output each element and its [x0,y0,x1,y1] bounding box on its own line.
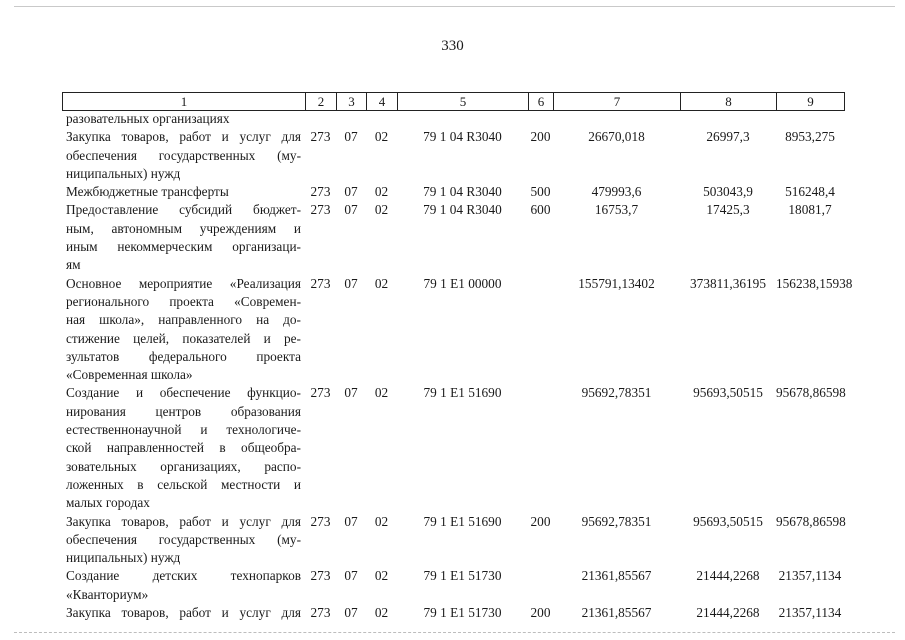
row-code-expense-type: 200 [530,513,551,529]
page-frame-top [14,6,895,7]
row-amount-year3: 95678,86598 [776,385,846,401]
row-code-admin: 273 [310,202,331,218]
row-code-expense-type [528,384,553,512]
row-code-subsection: 02 [374,184,389,200]
row-description: Закупка товаров, работ и услуг для обеспечения государственных (му- ниципальных) нужд [66,129,301,181]
row-code-admin: 273 [310,605,331,621]
table-row [62,183,844,201]
row-code-admin: 273 [310,568,331,584]
row-amount-year1: 21361,85567 [581,605,652,621]
row-code-admin: 273 [310,513,331,529]
row-code-expense-type [528,110,553,128]
column-header-row [62,92,845,111]
column-header: 8 [681,93,777,111]
row-amount-year2: 21444,2268 [696,568,760,584]
row-amount-year1: 26670,018 [588,129,645,145]
row-code-target: 79 1 E1 51730 [423,568,502,584]
page-frame-bottom [14,632,895,633]
row-code-admin: 273 [310,385,331,401]
column-header: 6 [529,93,554,111]
row-amount-year3: 21357,1134 [778,605,842,621]
row-code-expense-type: 200 [530,605,551,621]
column-header: 7 [554,93,681,111]
page-number: 330 [441,38,464,54]
row-code-expense-type [528,275,553,385]
row-code-subsection: 02 [374,385,389,401]
row-code-section [336,110,366,128]
row-amount-year1: 95692,78351 [581,513,652,529]
row-description: разовательных организациях [66,111,230,126]
row-code-expense-type: 600 [530,202,551,218]
column-header: 9 [777,93,845,111]
table-row [62,604,844,622]
row-code-target: 79 1 04 R3040 [423,202,502,218]
row-code-section: 07 [344,184,358,200]
row-amount-year3 [776,110,844,128]
table-row [62,384,844,512]
row-amount-year1: 16753,7 [594,202,639,218]
column-header: 1 [63,93,306,111]
row-amount-year1: 95692,78351 [581,385,652,401]
row-code-section: 07 [344,129,358,145]
column-header: 3 [337,93,367,111]
row-description: Создание детских технопарков «Кванториум» [66,568,301,602]
row-code-expense-type: 200 [530,129,551,145]
row-code-subsection: 02 [374,129,389,145]
table-row [62,110,844,128]
row-amount-year1: 155791,13402 [578,275,655,291]
row-amount-year2: 17425,3 [706,202,750,218]
row-code-section: 07 [344,513,358,529]
column-header: 4 [367,93,398,111]
row-description: Межбюджетные трансферты [66,184,229,200]
row-code-subsection: 02 [374,202,389,218]
row-amount-year2: 21444,2268 [696,605,760,621]
row-code-target: 79 1 04 R3040 [423,129,502,145]
row-code-target: 79 1 E1 00000 [423,275,502,291]
row-code-subsection: 02 [374,605,389,621]
row-code-target: 79 1 E1 51730 [423,605,502,621]
row-amount-year1: 479993,6 [591,184,642,200]
row-amount-year1 [553,110,680,128]
row-code-target [397,110,528,128]
table-row [62,275,844,385]
row-description: Закупка товаров, работ и услуг для обеспечения государственных (му- ниципальных) нужд [66,513,301,566]
table-row [62,128,844,183]
row-code-expense-type [528,567,553,604]
row-code-admin: 273 [310,184,331,200]
row-description: Закупка товаров, работ и услуг для [66,605,301,621]
row-amount-year3: 8953,275 [785,129,835,145]
row-code-admin: 273 [310,275,331,291]
row-code-section: 07 [344,385,358,401]
row-code-admin [305,110,336,128]
row-amount-year3: 21357,1134 [778,568,842,584]
row-amount-year2: 373811,36195 [690,275,766,291]
row-code-section: 07 [344,605,358,621]
budget-table [62,110,853,622]
row-description: Основное мероприятие «Реализация регионального проекта «Современ- ная школа», направленного на до- стижение целей, показателей и ре- зультатов федерального проекта «Современная школа» [66,275,301,383]
row-amount-year1: 21361,85567 [581,568,652,584]
table-row [62,513,844,568]
row-code-subsection: 02 [374,568,389,584]
row-code-admin: 273 [310,129,331,145]
row-amount-year3: 18081,7 [788,202,832,218]
table-row [62,201,844,274]
column-header: 2 [306,93,337,111]
row-description: Создание и обеспечение функцио- нирования центров образования естественнонаучной и технологиче- ской направленностей в общеобра- зовательных организациях, распо- ложенных в сельской местности и малых городах [66,385,301,511]
row-code-target: 79 1 04 R3040 [423,184,502,200]
row-code-section: 07 [344,275,358,291]
row-code-expense-type: 500 [530,184,551,200]
row-amount-year3: 516248,4 [785,184,835,200]
row-code-subsection: 02 [374,513,389,529]
row-amount-year3: 95678,86598 [776,513,846,529]
row-amount-year2: 95693,50515 [693,513,763,529]
row-code-target: 79 1 E1 51690 [423,513,502,529]
row-code-subsection [366,110,397,128]
row-description: Предоставление субсидий бюджет- ным, автономным учреждениям и иным некоммерческим организаци- ям [66,202,301,273]
row-code-subsection: 02 [374,275,389,291]
row-amount-year2: 95693,50515 [693,385,763,401]
table-row [62,567,844,604]
row-amount-year2 [680,110,776,128]
row-amount-year3: 156238,15938 [776,275,853,291]
row-code-section: 07 [344,568,358,584]
row-amount-year2: 26997,3 [706,129,750,145]
row-amount-year2: 503043,9 [703,184,753,200]
row-code-section: 07 [344,202,358,218]
row-code-target: 79 1 E1 51690 [423,385,502,401]
column-header: 5 [398,93,529,111]
